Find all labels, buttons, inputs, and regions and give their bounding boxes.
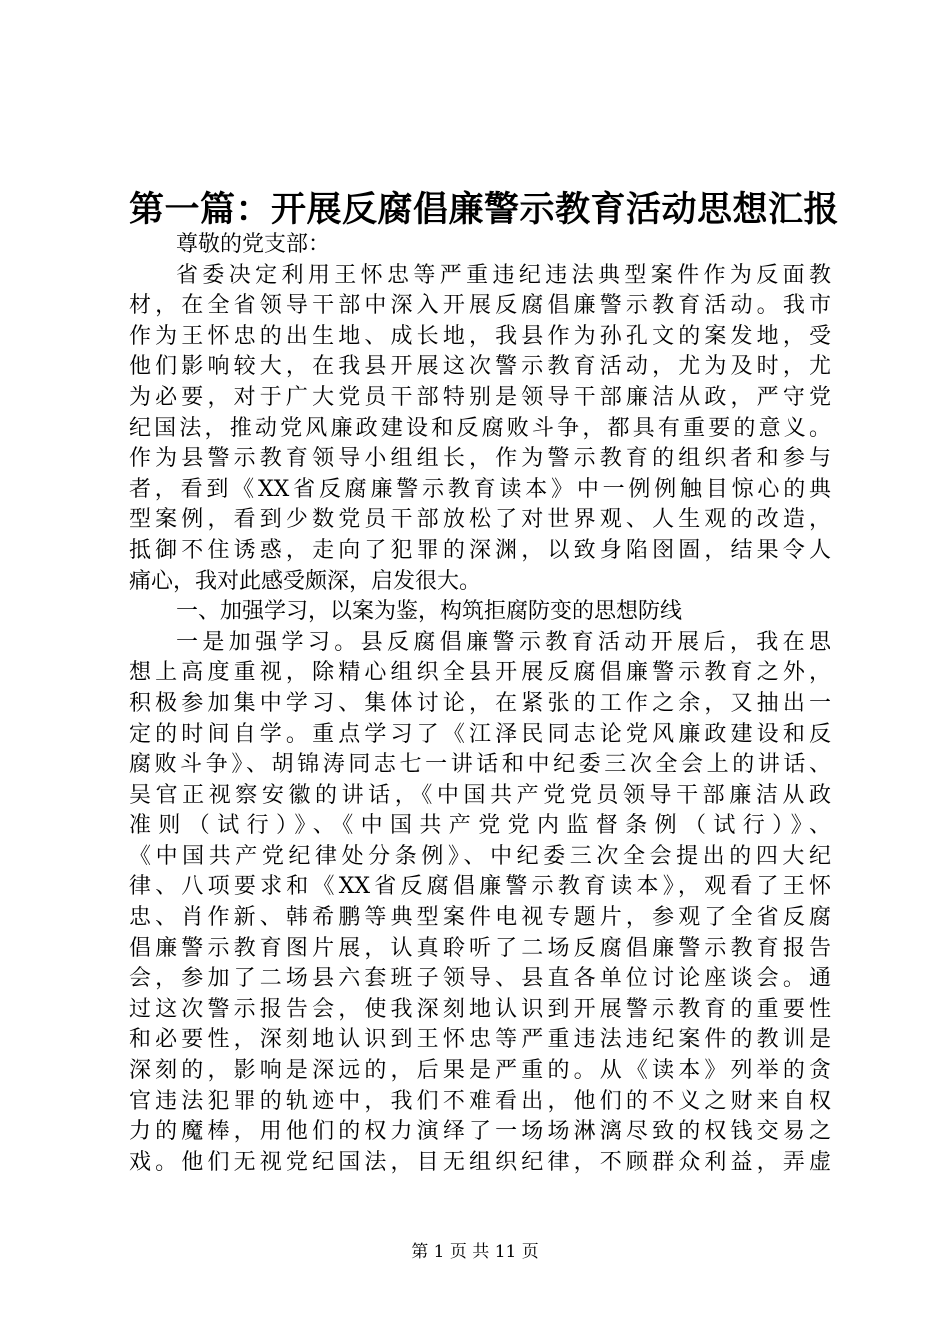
body-line: 律、八项要求和《XX省反腐倡廉警示教育读本》，观看了王怀 bbox=[129, 874, 831, 900]
body-line: 作为王怀忠的出生地、成长地，我县作为孙孔文的案发地，受 bbox=[129, 323, 831, 349]
body-line: 腐败斗争》、胡锦涛同志七一讲话和中纪委三次全会上的讲话、 bbox=[129, 752, 831, 778]
body-line: 抵御不住诱惑，走向了犯罪的深渊，以致身陷囹圄，结果令人 bbox=[129, 537, 831, 563]
body-line: 忠、肖作新、韩希鹏等典型案件电视专题片，参观了全省反腐 bbox=[129, 905, 831, 931]
body-line: 力的魔棒，用他们的权力演绎了一场场淋漓尽致的权钱交易之 bbox=[129, 1119, 831, 1145]
body-line: 痛心，我对此感受颇深，启发很大。 bbox=[129, 568, 482, 594]
body-line: 一是加强学习。县反腐倡廉警示教育活动开展后，我在思 bbox=[176, 629, 831, 655]
body-line: 和必要性，深刻地认识到王怀忠等严重违法违纪案件的教训是 bbox=[129, 1027, 831, 1053]
body-line: 他们影响较大，在我县开展这次警示教育活动，尤为及时，尤 bbox=[129, 354, 831, 380]
body-line: 吴官正视察安徽的讲话，《中国共产党党员领导干部廉洁从政 bbox=[129, 782, 831, 808]
body-line: 为必要，对于广大党员干部特别是领导干部廉洁从政，严守党 bbox=[129, 384, 831, 410]
body-line: 材，在全省领导干部中深入开展反腐倡廉警示教育活动。我市 bbox=[129, 293, 831, 319]
body-line: 戏。他们无视党纪国法，目无组织纪律，不顾群众利益，弄虚 bbox=[129, 1149, 831, 1175]
body-line: 过这次警示报告会，使我深刻地认识到开展警示教育的重要性 bbox=[129, 996, 831, 1022]
body-line: 尊敬的党支部： bbox=[176, 232, 331, 257]
body-line: 准则（试行）》、《中国共产党党内监督条例（试行）》、 bbox=[129, 813, 831, 839]
body-line: 省委决定利用王怀忠等严重违纪违法典型案件作为反面教 bbox=[176, 262, 831, 288]
body-line: 想上高度重视，除精心组织全县开展反腐倡廉警示教育之外， bbox=[129, 660, 831, 686]
body-line: 会，参加了二场县六套班子领导、县直各单位讨论座谈会。通 bbox=[129, 966, 831, 992]
body-line: 倡廉警示教育图片展，认真聆听了二场反腐倡廉警示教育报告 bbox=[129, 935, 831, 961]
document-title: 第一篇：开展反腐倡廉警示教育活动思想汇报 bbox=[129, 189, 840, 230]
body-line: 纪国法，推动党风廉政建设和反腐败斗争，都具有重要的意义。 bbox=[129, 415, 831, 441]
body-line: 《中国共产党纪律处分条例》、中纪委三次全会提出的四大纪 bbox=[129, 843, 831, 869]
page-footer: 第 1 页 共 11 页 bbox=[411, 1242, 539, 1262]
body-line: 定的时间自学。重点学习了《江泽民同志论党风廉政建设和反 bbox=[129, 721, 831, 747]
body-line: 一、加强学习，以案为鉴，构筑拒腐防变的思想防线 bbox=[176, 599, 683, 625]
body-line: 者，看到《XX省反腐廉警示教育读本》中一例例触目惊心的典 bbox=[129, 476, 831, 502]
body-line: 作为县警示教育领导小组组长，作为警示教育的组织者和参与 bbox=[129, 446, 831, 472]
body-line: 型案例，看到少数党员干部放松了对世界观、人生观的改造， bbox=[129, 507, 831, 533]
document-body bbox=[129, 230, 831, 1178]
body-line: 积极参加集中学习、集体讨论，在紧张的工作之余，又抽出一 bbox=[129, 690, 831, 716]
body-line: 深刻的，影响是深远的，后果是严重的。从《读本》列举的贪 bbox=[129, 1058, 831, 1084]
body-line: 官违法犯罪的轨迹中，我们不难看出，他们的不义之财来自权 bbox=[129, 1088, 831, 1114]
